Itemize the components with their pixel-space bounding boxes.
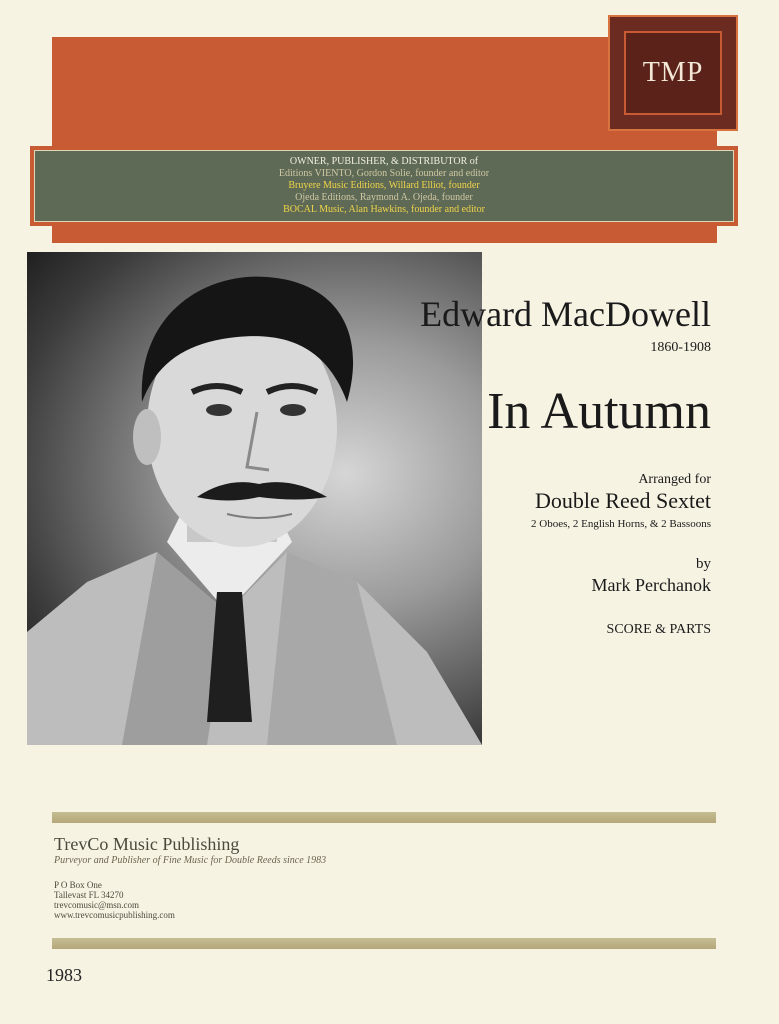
tmp-logo-badge: [608, 15, 738, 131]
address-line: P O Box One: [54, 880, 102, 890]
publisher-name: TrevCo Music Publishing: [54, 834, 240, 854]
divider-bottom: [52, 938, 716, 949]
owner-line-viento: Editions VIENTO, Gordon Solie, founder and editor: [278, 168, 490, 179]
composer-dates: 1860-1908: [650, 340, 711, 355]
arranged-for-label: Arranged for: [638, 472, 711, 487]
owner-heading: OWNER, PUBLISHER, & DISTRIBUTOR of: [289, 156, 479, 167]
arranger-name: Mark Perchanok: [591, 575, 711, 595]
email-line: trevcomusic@msn.com: [54, 900, 140, 910]
ensemble-name: Double Reed Sextet: [535, 488, 711, 513]
owner-panel-inner: [34, 150, 734, 222]
composer-name: Edward MacDowell: [420, 294, 711, 334]
divider-top: [52, 812, 716, 823]
composer-portrait: [27, 252, 482, 745]
owner-panel: [30, 146, 738, 226]
address-line: Tallevast FL 34270: [54, 890, 124, 900]
work-title: In Autumn: [487, 383, 711, 440]
by-label: by: [696, 556, 711, 572]
publisher-tagline: Purveyor and Publisher of Fine Music for Double Reeds since 1983: [54, 855, 327, 866]
portrait-illustration: [27, 252, 482, 745]
publisher-address: [54, 880, 175, 920]
instrumentation: 2 Oboes, 2 English Horns, & 2 Bassoons: [531, 518, 711, 530]
owner-line-ojeda: Ojeda Editions, Raymond A. Ojeda, founder: [295, 192, 473, 203]
owner-line-bocal: BOCAL Music, Alan Hawkins, founder and editor: [283, 204, 485, 215]
edition-type: SCORE & PARTS: [606, 622, 711, 637]
website-line: www.trevcomusicpublishing.com: [54, 910, 175, 920]
owner-line-bruyere: Bruyere Music Editions, Willard Elliot, founder: [288, 180, 480, 191]
tmp-logo-label: TMP: [624, 31, 722, 115]
catalog-number: 1983: [46, 965, 82, 985]
